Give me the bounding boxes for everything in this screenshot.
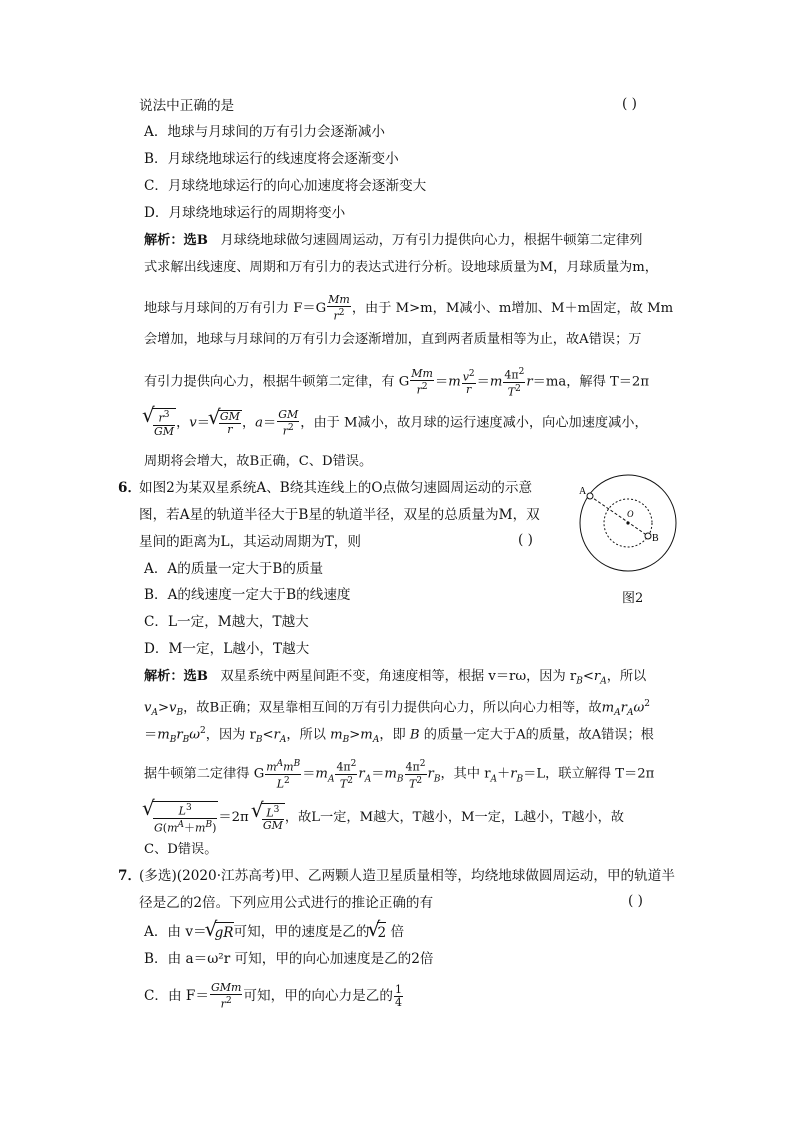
q5-solution-text-1: 月球绕地球做匀速圆周运动，万有引力提供向心力，根据牛顿第二定律列 [220,233,643,248]
q6-number: 6． [118,480,142,496]
q5-solution-line-6: √ $\frac{r^3}{GM}$ ，v＝ √ $\frac{GM}{r}$ ，a＝ $\frac{GM}{r^2}$ ，由于 M减小，故月球的运行速度减小，向心加速度减小， [144,408,648,438]
q6-solution-line-5: √ $\frac{L^3}{G(m^A+m^B)}$ ＝2π √ $\frac{L^3}{GM}$ ，故L一定，M越大，T越小，M一定，L越小，T越小，故 [144,801,624,834]
q5-solution-line-1 [144,231,642,251]
sqrt-r3-GM: √ $\frac{r^3}{GM}$ [152,408,176,438]
q5-solution-line-3 [144,294,673,323]
q7-option-c [144,982,404,1011]
fraction-mAmB-L2: $\frac{m^Am^B}{L^2}$ [266,759,301,791]
q6-solution-line-2: $v_A>v_B$，故B正确；双星靠相互间的万有引力提供向心力，所以向心力相等，故$m_Ar_A\omega^2$ [144,699,650,719]
q6-solution-text-4b: ，其中 r [440,766,491,782]
q6-solution-text-2: ，故B正确；双星靠相互间的万有引力提供向心力，所以向心力相等，故 [183,700,602,716]
q7-option-b: B．由 a＝ω²r 可知，甲的向心加速度是乙的2倍 [144,951,434,967]
q7-option-a-text-2: 可知，甲的速度是乙的 [233,924,370,940]
label-a: A [579,486,587,497]
q6-stem-line-3: 星间的距离为L，其运动周期为T，则 [139,534,361,550]
q6-solution-line-4: 据牛顿第二定律得 G $\frac{m^Am^B}{L^2}$ $=m_A$ $\frac{4\pi^2}{T^2}$ $r_A=m_B$ $\frac{4\pi^2}{T^2}$ $r_B$，其中 $r_A+r_B=L$，联立解得 T＝2π [144,759,655,791]
q6-stem-line-1: 如图2为某双星系统A、B绕其连线上的O点做匀速圆周运动的示意 [139,480,533,496]
q5-solution-label: 解析：选B [144,233,208,248]
q7-stem-text-1: 甲、乙两颗人造卫星质量相等，均绕地球做圆周运动，甲的轨道半 [280,868,675,884]
q5-answer-paren: ( ) [622,96,637,112]
fraction-Mm-r2: $\frac{Mm}{r^2}$ [328,293,350,323]
star-a-dot [587,493,593,499]
fraction-GM-r2: $\frac{GM}{r^2}$ [278,407,299,438]
q7-stem-line-2: 径是乙的2倍。下列应用公式进行的推论正确的有 [139,895,434,911]
sqrt-GM-r: √ $\frac{GM}{r}$ [218,410,242,436]
fraction-v2-r: $\frac{v^2}{r}$ [462,368,475,397]
label-b: B [652,533,659,544]
q6-option-b: B．A的线速度一定大于B的线速度 [144,587,351,603]
fraction-Mm-r2-b: $\frac{Mm}{r^2}$ [411,366,433,397]
q5-option-c: C．月球绕地球运行的向心加速度将会逐渐变大 [144,178,427,194]
q5-solution-line-4: 会增加，地球与月球间的万有引力会逐渐增加，直到两者质量相等为止，故A错误；万 [144,332,642,347]
star-b-dot [645,533,651,539]
q7-tag: (多选)(2020·江苏高考) [139,868,281,884]
fraction-4pi2-T2-a: $\frac{4\pi^2}{T^2}$ [336,759,357,791]
q7-option-c-text-1: C．由 F＝ [144,987,209,1004]
q7-option-a-text-1: A．由 v＝ [144,924,207,940]
fraction-4pi2-T2-b: $\frac{4\pi^2}{T^2}$ [405,759,426,791]
q6-solution-text-3b: 的质量一定大于A的质量，故A错误；根 [423,727,654,743]
q6-solution-line-1: 解析：选B 双星系统中两星间距不变，角速度相等，根据 v＝rω，因为 $r_B<r_A$，所以 [144,669,647,687]
q6-solution-text-1: 双星系统中两星间距不变，角速度相等，根据 v＝rω，因为 r [220,669,577,684]
q7-stem-line-1 [139,866,675,886]
figure-caption: 图2 [622,591,644,606]
q5-solution-text-5b: ＝ma，解得 T＝2π [532,374,649,390]
q7-option-a-text-3: 倍 [386,924,405,940]
center-o-dot [626,521,629,524]
sqrt-gR: √ gR [215,922,234,943]
q5-option-d: D．月球绕地球运行的周期将变小 [144,205,346,221]
q5-solution-text-3a: 地球与月球间的万有引力 F＝G [144,300,327,316]
q5-solution-text-5a: 有引力提供向心力，根据牛顿第二定律，有 G [144,374,410,390]
q7-number: 7． [118,868,142,884]
fraction-GMm-r2: $\frac{\text{GMm}}{r^2}$ [210,981,242,1011]
q6-answer-paren: ( ) [518,532,533,548]
sqrt-L3-GM: √ $\frac{L^3}{GM}$ [261,803,285,833]
label-o: O [627,509,634,519]
sqrt-L3-GmAmB: √ $\frac{L^3}{G(m^A+m^B)}$ [152,801,218,834]
q6-solution-line-6: C、D错误。 [144,842,218,857]
q5-solution-line-5: 有引力提供向心力，根据牛顿第二定律，有 G $\frac{Mm}{r^2}$ ＝m $\frac{v^2}{r}$ ＝m $\frac{4\pi^2}{T^2}$ r＝ma，解得 T＝2π [144,366,649,399]
q5-solution-line-7: 周期将会增大，故B正确，C、D错误。 [144,454,373,469]
q5-option-b: B．月球绕地球运行的线速度将会逐渐变小 [144,151,399,167]
q5-solution-line-2: 式求解出线速度、周期和万有引力的表达式进行分析。设地球质量为M，月球质量为m， [144,260,658,275]
sqrt-2: √ 2 [377,922,386,943]
q6-option-d: D．M一定，L越小，T越大 [144,641,310,657]
q6-solution-label: 解析：选B [144,669,208,684]
q6-solution-text-5: ，故L一定，M越大，T越小，M一定，L越小，T越小，故 [284,810,624,826]
q6-solution-text-4c: ＝L，联立解得 T＝2π [523,766,655,782]
q7-option-a [144,922,404,943]
fraction-1-4: $\frac{1}{4}$ [394,982,402,1009]
q5-option-a: A．地球与月球间的万有引力会逐渐减小 [144,124,385,140]
q7-answer-paren: ( ) [628,893,643,909]
binary-star-orbit-diagram [578,466,688,576]
q6-solution-line-3: $=m_Br_B\omega^2$，因为 $r_B<r_A$，所以 $m_B>m_A$，即 B 的质量一定大于A的质量，故A错误；根 [144,726,654,746]
q5-solution-text-3b: ，由于 M>m，M减小、m增加、M＋m固定，故 Mm [351,300,674,316]
q7-option-c-text-2: 可知，甲的向心力是乙的 [243,987,393,1004]
q6-option-c: C．L一定，M越大，T越大 [144,614,309,630]
fraction-4pi2-T2: $\frac{4\pi^2}{T^2}$ [504,367,525,399]
q6-stem-line-2: 图，若A星的轨道半径大于B星的轨道半径，双星的总质量为M，双 [139,507,540,523]
q5-solution-text-6: ，由于 M减小，故月球的运行速度减小，向心加速度减小， [300,415,648,431]
q6-option-a: A．A的质量一定大于B的质量 [144,561,324,577]
q5-stem-tail: 说法中正确的是 [139,98,235,114]
q6-solution-text-3: ，因为 r [205,727,256,743]
q6-solution-text-4a: 据牛顿第二定律得 G [144,766,265,782]
